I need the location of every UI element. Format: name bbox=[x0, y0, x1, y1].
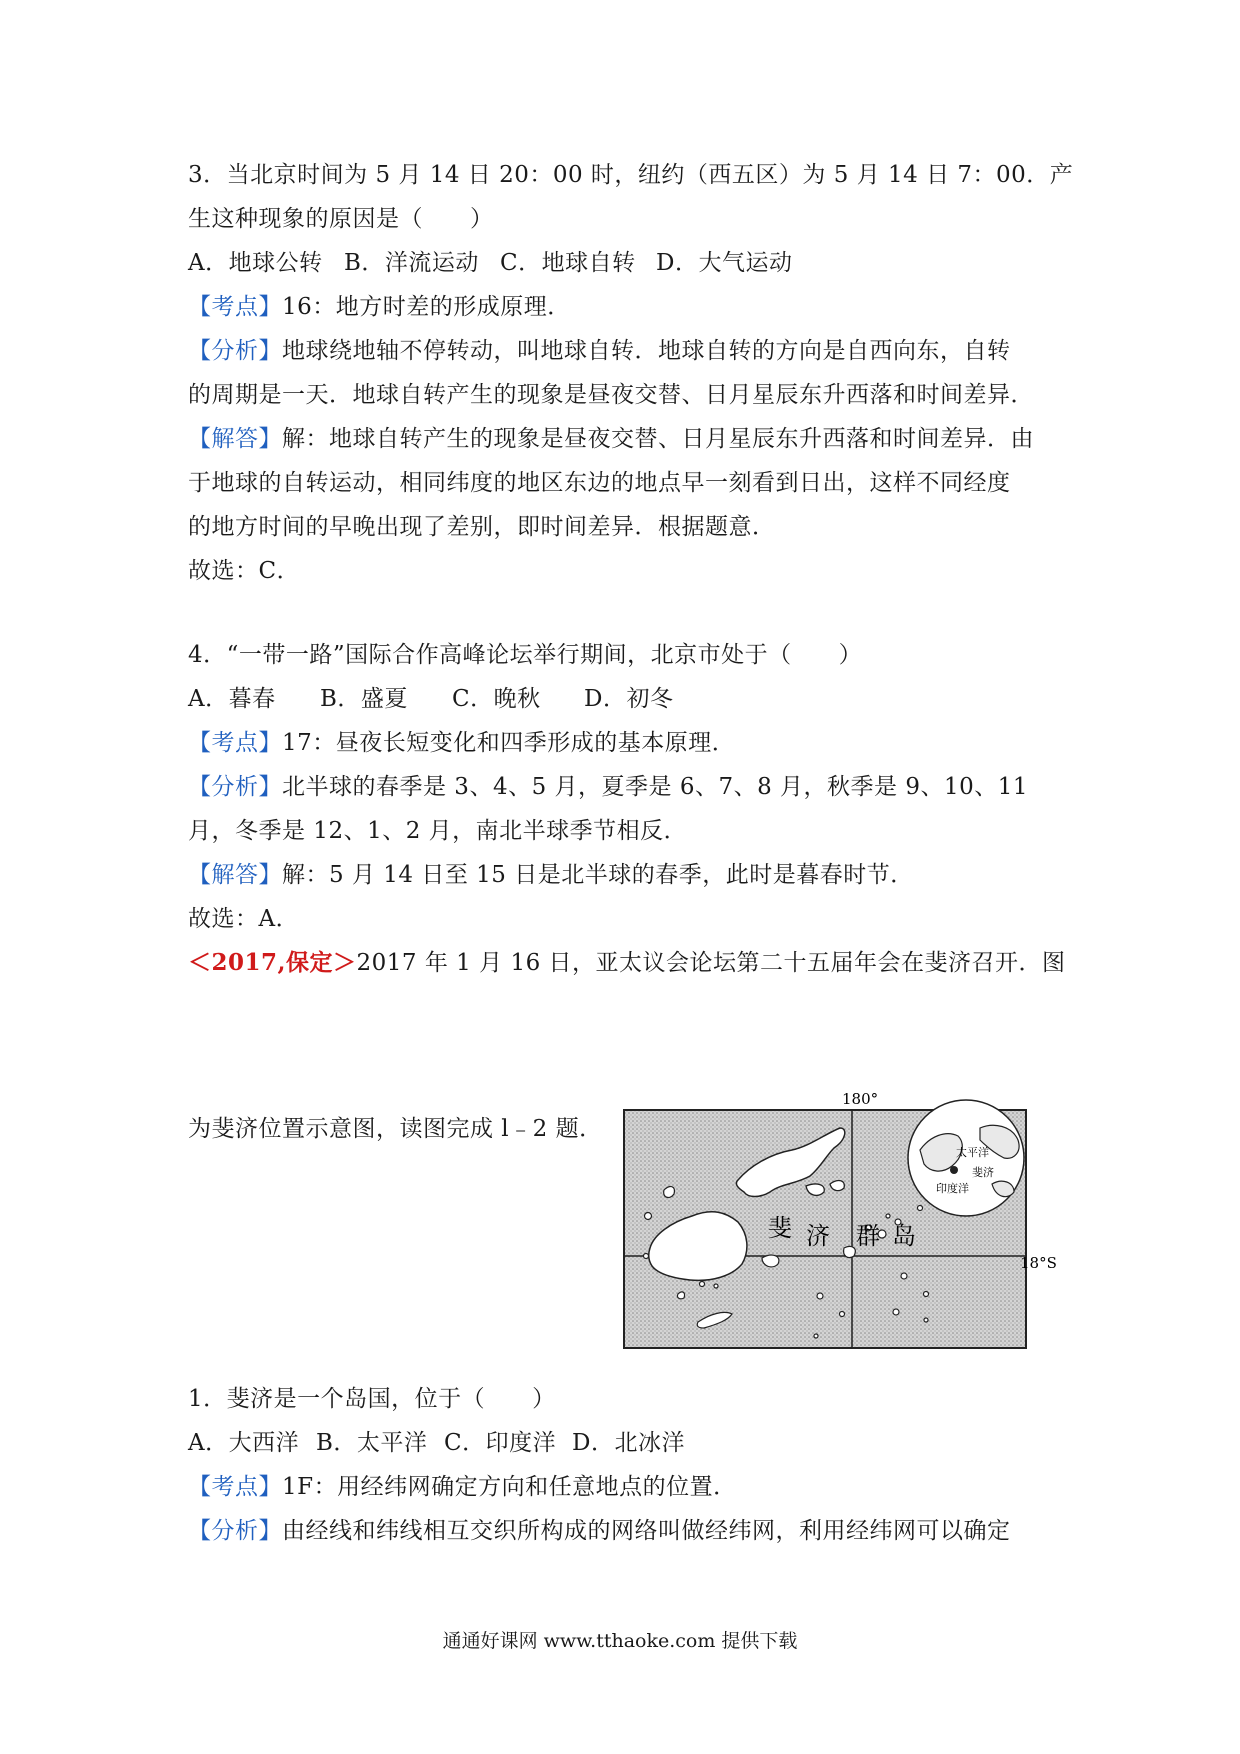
island bbox=[645, 1213, 652, 1220]
intro-text: 2017 年 1 月 16 日，亚太议会论坛第二十五届年会在斐济召开．图 bbox=[356, 950, 1066, 976]
island bbox=[918, 1206, 923, 1211]
q3-option-b: B．洋流运动 bbox=[344, 250, 479, 276]
island bbox=[644, 1254, 649, 1259]
q3-option-c: C．地球自转 bbox=[500, 250, 636, 276]
q3-fenxi-line2: 的周期是一天．地球自转产生的现象是昼夜交替、日月星辰东升西落和时间差异． bbox=[188, 382, 1034, 408]
q3-jieda-line1 bbox=[188, 424, 1058, 454]
q1-option-d: D．北冰洋 bbox=[572, 1430, 685, 1456]
q4-option-a: A．暮春 bbox=[188, 686, 276, 712]
q3-jieda-line3: 的地方时间的早晚出现了差别，即时间差异．根据题意． bbox=[188, 514, 776, 540]
q3-option-d: D．大气运动 bbox=[656, 250, 793, 276]
source-tag: ＜2017,保定＞ bbox=[188, 949, 357, 976]
fenxi-text: 北半球的春季是 3、4、5 月，夏季是 6、7、8 月，秋季是 9、10、11 bbox=[282, 774, 1029, 800]
inset-label-pacific: 太平洋 bbox=[956, 1146, 989, 1159]
kaodian-text: 16：地方时差的形成原理． bbox=[282, 294, 571, 320]
q4-jieda bbox=[188, 860, 1058, 890]
island bbox=[762, 1255, 779, 1267]
island bbox=[830, 1181, 844, 1191]
island bbox=[840, 1312, 845, 1317]
island bbox=[814, 1334, 818, 1338]
island bbox=[714, 1284, 718, 1288]
q3-answer: 故选：C． bbox=[188, 558, 301, 584]
fenxi-tag: 【分析】 bbox=[188, 1518, 282, 1544]
q3-stem-line2: 生这种现象的原因是（ ） bbox=[188, 206, 494, 232]
kaodian-tag: 【考点】 bbox=[188, 294, 282, 320]
map-label-char: 济 bbox=[806, 1222, 830, 1250]
jieda-tag: 【解答】 bbox=[188, 426, 282, 452]
q4-fenxi-line1 bbox=[188, 772, 1058, 802]
q1-fenxi-line1 bbox=[188, 1516, 1058, 1546]
q3-kaodian bbox=[188, 292, 1058, 322]
q1-option-a: A．大西洋 bbox=[188, 1430, 300, 1456]
q4-answer: 故选：A． bbox=[188, 906, 300, 932]
island bbox=[664, 1187, 675, 1198]
fenxi-tag: 【分析】 bbox=[188, 774, 282, 800]
inset-globe bbox=[908, 1100, 1024, 1216]
map-label-char: 岛 bbox=[892, 1222, 916, 1250]
island bbox=[844, 1246, 856, 1257]
parallel-label: 18°S bbox=[1020, 1254, 1057, 1272]
q4-fenxi-line2: 月，冬季是 12、1、2 月，南北半球季节相反． bbox=[188, 818, 688, 844]
section-intro-line1 bbox=[188, 948, 1066, 978]
q3-jieda-line2: 于地球的自转运动，相同纬度的地区东边的地点早一刻看到日出，这样不同经度 bbox=[188, 470, 1011, 496]
q1-option-c: C．印度洋 bbox=[444, 1430, 557, 1456]
fiji-location-map bbox=[620, 1088, 1058, 1352]
meridian-label: 180° bbox=[842, 1090, 879, 1108]
page-footer: 通通好课网 www.tthaoke.com 提供下载 bbox=[442, 1630, 798, 1652]
inset-label-indian: 印度洋 bbox=[936, 1182, 969, 1195]
kaodian-text: 1F：用经纬网确定方向和任意地点的位置． bbox=[282, 1474, 737, 1500]
q1-option-b: B．太平洋 bbox=[316, 1430, 428, 1456]
jieda-text: 解：5 月 14 日至 15 日是北半球的春季，此时是暮春时节． bbox=[282, 862, 914, 888]
fenxi-text: 由经线和纬线相互交织所构成的网络叫做经纬网，利用经纬网可以确定 bbox=[282, 1518, 1011, 1544]
q4-option-d: D．初冬 bbox=[584, 686, 674, 712]
jieda-tag: 【解答】 bbox=[188, 862, 282, 888]
kaodian-tag: 【考点】 bbox=[188, 1474, 282, 1500]
q3-fenxi-line1 bbox=[188, 336, 1058, 366]
section-intro-line2: 为斐济位置示意图，读图完成 l﹣2 题． bbox=[188, 1116, 603, 1142]
kaodian-text: 17：昼夜长短变化和四季形成的基本原理． bbox=[282, 730, 736, 756]
q3-stem-line1: 3．当北京时间为 5 月 14 日 20：00 时，纽约（西五区）为 5 月 14 日 7：00．产 bbox=[188, 162, 1074, 188]
fenxi-tag: 【分析】 bbox=[188, 338, 282, 364]
island bbox=[700, 1282, 705, 1287]
map-label-char: 群 bbox=[856, 1222, 880, 1250]
q3-option-a: A．地球公转 bbox=[188, 250, 323, 276]
inset-label-fiji: 斐济 bbox=[972, 1166, 994, 1179]
island bbox=[817, 1293, 823, 1299]
q1-options bbox=[188, 1428, 1058, 1458]
island bbox=[886, 1214, 890, 1218]
q4-kaodian bbox=[188, 728, 1058, 758]
fenxi-text: 地球绕地轴不停转动，叫地球自转．地球自转的方向是自西向东，自转 bbox=[282, 338, 1011, 364]
island bbox=[893, 1309, 899, 1315]
q1-stem: 1．斐济是一个岛国，位于（ ） bbox=[188, 1386, 556, 1412]
island bbox=[901, 1273, 907, 1279]
island bbox=[677, 1292, 684, 1299]
q4-stem: 4．“一带一路”国际合作高峰论坛举行期间，北京市处于（ ） bbox=[188, 642, 863, 668]
q1-kaodian bbox=[188, 1472, 1058, 1502]
q4-option-c: C．晚秋 bbox=[452, 686, 541, 712]
kaodian-tag: 【考点】 bbox=[188, 730, 282, 756]
q3-options bbox=[188, 248, 1058, 278]
island bbox=[924, 1318, 928, 1322]
island bbox=[924, 1292, 929, 1297]
map-label-char: 斐 bbox=[768, 1214, 792, 1242]
q4-option-b: B．盛夏 bbox=[320, 686, 408, 712]
q4-options bbox=[188, 684, 1058, 714]
jieda-text: 解：地球自转产生的现象是昼夜交替、日月星辰东升西落和时间差异．由 bbox=[282, 426, 1034, 452]
